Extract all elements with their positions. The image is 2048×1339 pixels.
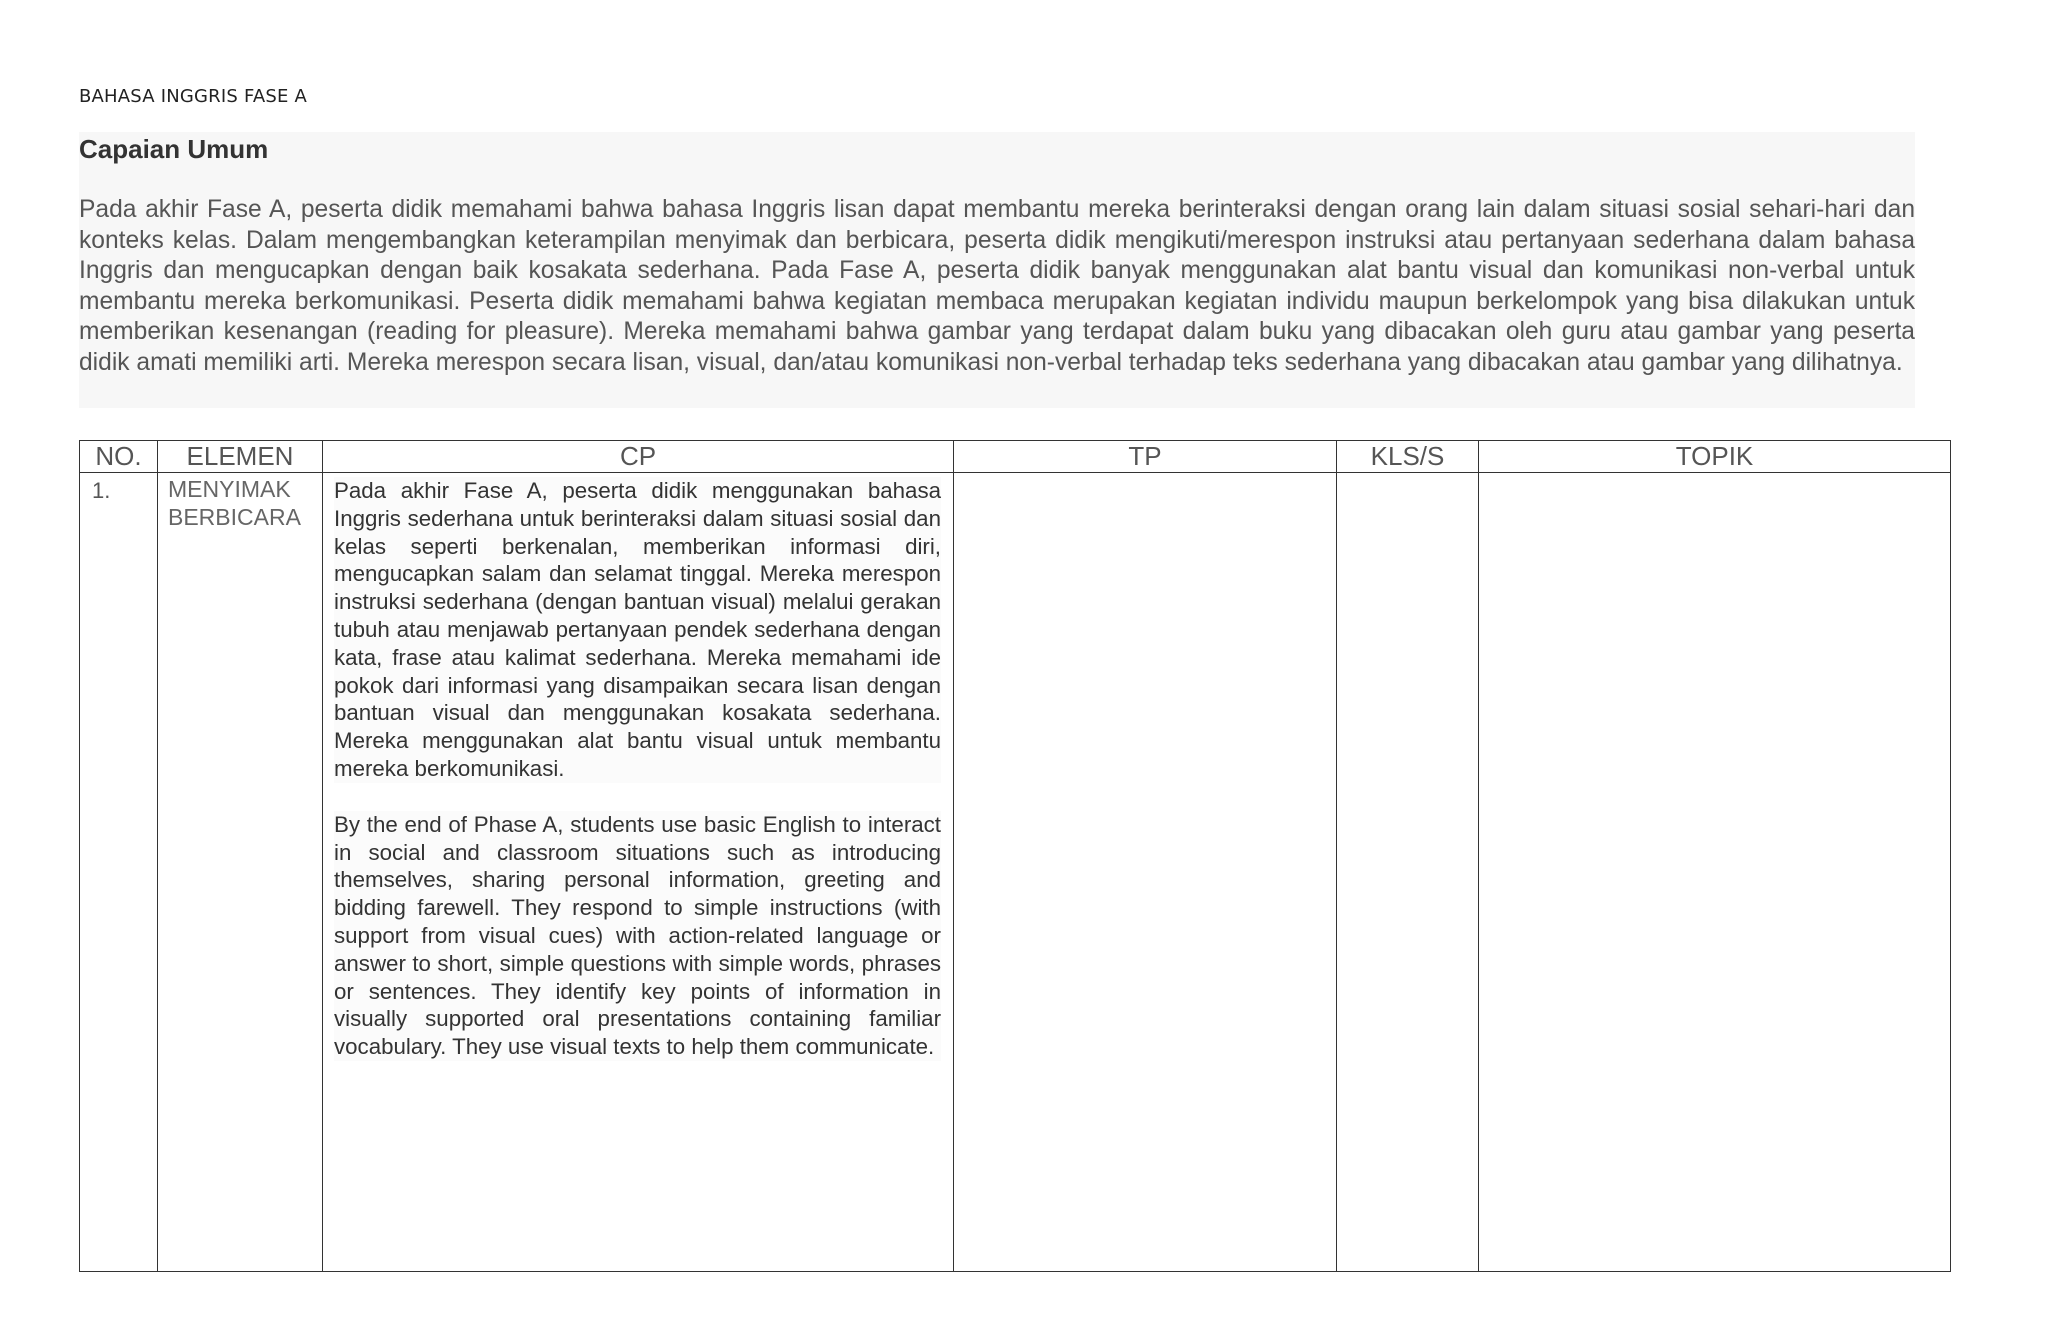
document-header: BAHASA INGGRIS FASE A bbox=[79, 86, 307, 107]
cell-cp bbox=[323, 473, 954, 1272]
table-row bbox=[80, 473, 1951, 1272]
cell-kls bbox=[1337, 473, 1479, 1272]
cp-table bbox=[79, 440, 1951, 1272]
cp-text-indonesian: Pada akhir Fase A, peserta didik menggunakan bahasa Inggris sederhana untuk berinteraksi dalam situasi sosial dan kelas seperti berkenalan, memberikan informasi diri, mengucapkan salam dan selamat tinggal. Mereka merespon instruksi sederhana (dengan bantuan visual) melalui gerakan tubuh atau menjawab pertanyaan pendek sederhana dengan kata, frase atau kalimat sederhana. Mereka memahami ide pokok dari informasi yang disampaikan secara lisan dengan bantuan visual dan menggunakan kosakata sederhana. Mereka menggunakan alat bantu visual untuk membantu mereka berkomunikasi. bbox=[334, 478, 941, 781]
column-header-no: NO. bbox=[80, 441, 158, 473]
cell-no: 1. bbox=[80, 473, 158, 1272]
section-body: Pada akhir Fase A, peserta didik memahami bahwa bahasa Inggris lisan dapat membantu mereka berinteraksi dengan orang lain dalam situasi sosial sehari-hari dan konteks kelas. Dalam mengembangkan keterampilan menyimak dan berbicara, peserta didik mengikuti/merespon instruksi atau pertanyaan sederhana dalam bahasa Inggris dan mengucapkan dengan baik kosakata sederhana. Pada Fase A, peserta didik banyak menggunakan alat bantu visual dan komunikasi non-verbal untuk membantu mereka berkomunikasi. Peserta didik memahami bahwa kegiatan membaca merupakan kegiatan individu maupun berkelompok yang bisa dilakukan untuk memberikan kesenangan (reading for pleasure). Mereka memahami bahwa gambar yang terdapat dalam buku yang dibacakan oleh guru atau gambar yang peserta didik amati memiliki arti. Mereka merespon secara lisan, visual, dan/atau komunikasi non-verbal terhadap teks sederhana yang dibacakan atau gambar yang dilihatnya. bbox=[79, 196, 1915, 376]
column-header-cp: CP bbox=[323, 441, 954, 473]
cell-topik bbox=[1479, 473, 1951, 1272]
elemen-line: BERBICARA bbox=[168, 504, 301, 530]
section-title: Capaian Umum bbox=[79, 134, 269, 164]
column-header-kls: KLS/S bbox=[1337, 441, 1479, 473]
elemen-line: MENYIMAK bbox=[168, 476, 291, 502]
column-header-topik: TOPIK bbox=[1479, 441, 1951, 473]
cp-text-english: By the end of Phase A, students use basic English to interact in social and classroom situations such as introducing themselves, sharing personal information, greeting and bidding farewell. They respond to simple instructions (with support from visual cues) with action-related language or answer to short, simple questions with simple words, phrases or sentences. They identify key points of information in visually supported oral presentations containing familiar vocabulary. They use visual texts to help them communicate. bbox=[334, 811, 941, 1060]
table-header-row bbox=[80, 441, 1951, 473]
cell-tp bbox=[954, 473, 1337, 1272]
cell-elemen bbox=[158, 473, 323, 1272]
column-header-tp: TP bbox=[954, 441, 1337, 473]
column-header-elemen: ELEMEN bbox=[158, 441, 323, 473]
